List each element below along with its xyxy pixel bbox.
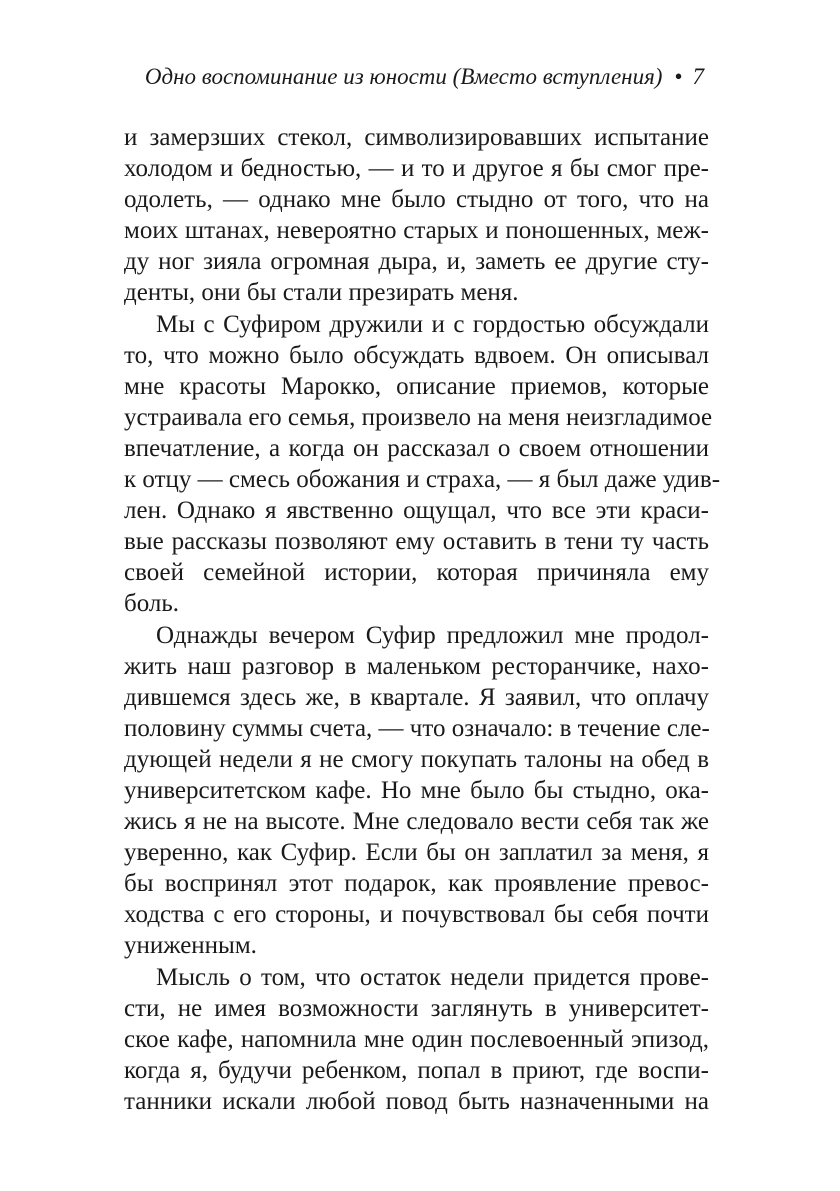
text-line: устраивала его семья, произвело на меня неизгладимое — [124, 403, 713, 431]
text-line: жись я не на высоте. Мне следовало вести себя так же — [124, 808, 709, 836]
text-line: то, что можно было обсуждать вдвоем. Он описывал — [124, 341, 709, 369]
text-line: своей семейной истории, которая причиняла ему — [124, 559, 709, 587]
text-line: моих штанах, невероятно старых и поношенных, меж- — [124, 217, 709, 245]
text-line: дившемся здесь же, в квартале. Я заявил, что оплачу — [124, 683, 709, 711]
text-line: танники искали любой повод быть назначенными на — [124, 1087, 709, 1115]
text-line: когда я, будучи ребенком, попал в приют, где воспи- — [124, 1056, 709, 1084]
text-line: ское кафе, напомнила мне один послевоенный эпизод, — [124, 1025, 709, 1053]
text-line: Мысль о том, что остаток недели придется прове- — [156, 963, 709, 991]
text-line: униженным. — [124, 932, 257, 960]
text-line: и замерзших стекол, символизировавших испытание — [124, 124, 709, 151]
text-line: дующей недели я не смогу покупать талоны на обед в — [124, 745, 709, 773]
text-line: ходства с его стороны, и почувствовал бы себя почти — [124, 901, 709, 929]
text-line: бы воспринял этот подарок, как проявление превос- — [124, 870, 709, 898]
text-line: холодом и бедностью, — и то и другое я бы смог пре- — [124, 155, 709, 183]
text-line: одолеть, — однако мне было стыдно от того, что на — [124, 186, 709, 214]
running-title: Одно воспоминание из юности (Вместо вступления) — [144, 64, 663, 89]
text-line: мне красоты Марокко, описание приемов, которые — [124, 372, 709, 400]
text-line: университетском кафе. Но мне было бы стыдно, ока- — [124, 776, 709, 804]
text-line: ду ног зияла огромная дыра, и, заметь ее другие сту- — [124, 248, 709, 276]
header-bullet: • — [674, 64, 683, 89]
page-number: 7 — [692, 64, 704, 89]
text-line: половину суммы счета, — что означало: в течение сле- — [124, 714, 710, 742]
text-line: уверенно, как Суфир. Если бы он заплатил за меня, я — [124, 839, 709, 867]
text-line: боль. — [124, 590, 180, 618]
text-line: вые рассказы позволяют ему оставить в тени ту часть — [124, 528, 709, 556]
text-line: жить наш разговор в маленьком ресторанчике, нахо- — [124, 652, 709, 680]
text-line: денты, они бы стали презирать меня. — [124, 279, 519, 307]
text-line: впечатление, а когда он рассказал о своем отношении — [124, 434, 709, 462]
text-line: Мы с Суфиром дружили и с гордостью обсуждали — [156, 310, 709, 338]
text-line: сти, не имея возможности заглянуть в университет- — [124, 994, 709, 1022]
body-text — [124, 122, 721, 1117]
text-line: Однажды вечером Суфир предложил мне продол- — [156, 621, 709, 649]
text-line: к отцу — смесь обожания и страха, — я был даже удив- — [124, 466, 721, 494]
text-line: лен. Однако я явственно ощущал, что все эти краси- — [124, 497, 709, 525]
running-header — [145, 62, 704, 92]
